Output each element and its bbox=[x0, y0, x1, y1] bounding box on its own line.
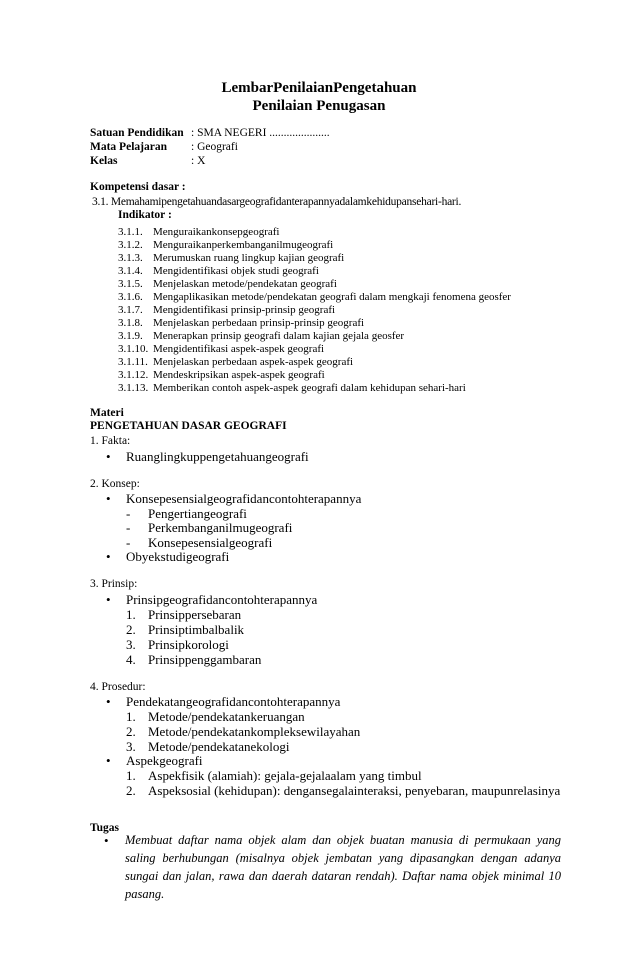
subitem-text: Pengertiangeografi bbox=[148, 506, 247, 521]
indikator-text: Mengidentifikasi objek studi geografi bbox=[153, 265, 319, 277]
indikator-text: Menjelaskan perbedaan prinsip-prinsip geografi bbox=[153, 317, 365, 329]
tugas-text: Membuat daftar nama objek alam dan objek buatan manusia di permukaan yang saling berhubungan (misalnya objek jembatan yang dipasangkan dengan adanya sungai dan jalan, rawa dan daerah dataran rendah). Daftar nama objek minimal 10 pasang. bbox=[125, 833, 561, 901]
indikator-number: 3.1.11. bbox=[118, 356, 148, 368]
bullet-icon: • bbox=[106, 592, 111, 607]
subitem-text: Prinsippenggambaran bbox=[148, 652, 262, 667]
bullet-icon: • bbox=[106, 449, 111, 464]
kompetensi-label: Kompetensi dasar : bbox=[90, 181, 186, 193]
indikator-text: Mengaplikasikan metode/pendekatan geografi dalam mengkaji fenomena geosfer bbox=[153, 291, 511, 303]
indikator-list bbox=[118, 226, 511, 395]
indikator-number: 3.1.4. bbox=[118, 265, 143, 277]
indikator-text: Menjelaskan perbedaan aspek-aspek geografi bbox=[153, 356, 354, 368]
indikator-item bbox=[118, 226, 511, 239]
indikator-number: 3.1.9. bbox=[118, 330, 143, 342]
prinsip-label: 3. Prinsip: bbox=[90, 578, 138, 590]
prosedur-bullet bbox=[106, 753, 203, 769]
identity-value: : Geografi bbox=[191, 141, 238, 153]
kompetensi-text: 3.1. Memahamipengetahuandasargeografidanterapannyadalamkehidupansehari-hari. bbox=[92, 196, 462, 208]
number-marker: 2. bbox=[126, 622, 136, 637]
indikator-item bbox=[118, 330, 511, 343]
prosedur-subitem bbox=[126, 724, 360, 740]
indikator-number: 3.1.7. bbox=[118, 304, 143, 316]
indikator-item bbox=[118, 239, 511, 252]
indikator-item bbox=[118, 343, 511, 356]
bullet-text: Pendekatangeografidancontohterapannya bbox=[126, 694, 341, 709]
number-marker: 1. bbox=[126, 709, 136, 724]
indikator-item bbox=[118, 265, 511, 278]
identity-row-mapel bbox=[90, 140, 238, 154]
konsep-bullet bbox=[106, 491, 361, 507]
konsep-bullet bbox=[106, 549, 229, 565]
materi-label: Materi bbox=[90, 407, 124, 419]
bullet-text: Obyekstudigeografi bbox=[126, 549, 230, 564]
indikator-text: Mengidentifikasi prinsip-prinsip geografi bbox=[153, 304, 336, 316]
bullet-text: Konsepesensialgeografidancontohterapannya bbox=[126, 491, 362, 506]
indikator-item bbox=[118, 356, 511, 369]
subitem-text: Aspekfisik (alamiah): gejala-gejalaalam yang timbul bbox=[148, 768, 422, 783]
prosedur-bullet bbox=[106, 694, 340, 710]
identity-label: Mata Pelajaran bbox=[90, 141, 167, 153]
dash-marker: - bbox=[126, 506, 131, 521]
identity-row-satuan bbox=[90, 126, 330, 140]
indikator-text: Menguraikankonsepgeografi bbox=[153, 226, 280, 238]
indikator-item bbox=[118, 252, 511, 265]
dash-marker: - bbox=[126, 535, 131, 550]
indikator-item bbox=[118, 382, 511, 395]
number-marker: 3. bbox=[126, 637, 136, 652]
subitem-text: Metode/pendekatankompleksewilayahan bbox=[148, 724, 361, 739]
prinsip-subitem bbox=[126, 652, 261, 668]
prosedur-subitem bbox=[126, 709, 305, 725]
identity-label: Satuan Pendidikan bbox=[90, 127, 184, 139]
number-marker: 2. bbox=[126, 724, 136, 739]
subitem-text: Metode/pendekatankeruangan bbox=[148, 709, 305, 724]
konsep-subitem bbox=[126, 520, 292, 536]
indikator-number: 3.1.12. bbox=[118, 369, 149, 381]
document-subtitle: Penilaian Penugasan bbox=[252, 98, 386, 114]
bullet-text: Aspekgeografi bbox=[126, 753, 203, 768]
bullet-icon: • bbox=[106, 491, 111, 506]
indikator-text: Mengidentifikasi aspek-aspek geografi bbox=[153, 343, 325, 355]
prinsip-bullet bbox=[106, 592, 317, 608]
indikator-item bbox=[118, 278, 511, 291]
prinsip-subitem bbox=[126, 622, 244, 638]
bullet-icon: • bbox=[106, 694, 111, 709]
identity-label: Kelas bbox=[90, 155, 118, 167]
indikator-item bbox=[118, 317, 511, 330]
subitem-text: Perkembanganilmugeografi bbox=[148, 520, 293, 535]
tugas-label: Tugas bbox=[90, 822, 119, 834]
number-marker: 4. bbox=[126, 652, 136, 667]
indikator-number: 3.1.10. bbox=[118, 343, 149, 355]
indikator-text: Menguraikanperkembanganilmugeografi bbox=[153, 239, 334, 251]
indikator-number: 3.1.3. bbox=[118, 252, 143, 264]
number-marker: 1. bbox=[126, 768, 136, 783]
indikator-text: Mendeskripsikan aspek-aspek geografi bbox=[153, 369, 325, 381]
number-marker: 1. bbox=[126, 607, 136, 622]
indikator-item bbox=[118, 291, 511, 304]
subitem-text: Metode/pendekatanekologi bbox=[148, 739, 290, 754]
prosedur-subitem bbox=[126, 783, 560, 799]
fakta-label: 1. Fakta: bbox=[90, 435, 131, 447]
indikator-number: 3.1.2. bbox=[118, 239, 143, 251]
bullet-icon: • bbox=[106, 549, 111, 564]
subitem-text: Prinsippersebaran bbox=[148, 607, 242, 622]
subitem-text: Aspeksosial (kehidupan): dengansegalainteraksi, penyebaran, maupunrelasinya bbox=[148, 783, 561, 798]
fakta-bullet bbox=[106, 449, 309, 465]
bullet-text: Prinsipgeografidancontohterapannya bbox=[126, 592, 318, 607]
identity-value: : SMA NEGERI ..................... bbox=[191, 127, 330, 139]
identity-row-kelas bbox=[90, 154, 205, 168]
indikator-text: Menerapkan prinsip geografi dalam kajian gejala geosfer bbox=[153, 330, 405, 342]
indikator-number: 3.1.13. bbox=[118, 382, 149, 394]
subitem-text: Prinsiptimbalbalik bbox=[148, 622, 245, 637]
konsep-label: 2. Konsep: bbox=[90, 478, 140, 490]
subitem-text: Konsepesensialgeografi bbox=[148, 535, 273, 550]
prinsip-subitem bbox=[126, 607, 241, 623]
prinsip-subitem bbox=[126, 637, 229, 653]
indikator-text: Memberikan contoh aspek-aspek geografi dalam kehidupan sehari-hari bbox=[153, 382, 466, 394]
bullet-icon: • bbox=[106, 753, 111, 768]
bullet-icon: • bbox=[104, 833, 109, 848]
prosedur-subitem bbox=[126, 768, 422, 784]
indikator-number: 3.1.1. bbox=[118, 226, 143, 238]
number-marker: 3. bbox=[126, 739, 136, 754]
indikator-text: Merumuskan ruang lingkup kajian geografi bbox=[153, 252, 345, 264]
subitem-text: Prinsipkorologi bbox=[148, 637, 229, 652]
indikator-number: 3.1.6. bbox=[118, 291, 143, 303]
bullet-text: Ruanglingkuppengetahuangeografi bbox=[126, 449, 309, 464]
materi-heading: PENGETAHUAN DASAR GEOGRAFI bbox=[90, 420, 287, 432]
number-marker: 2. bbox=[126, 783, 136, 798]
dash-marker: - bbox=[126, 520, 131, 535]
indikator-label: Indikator : bbox=[118, 209, 172, 221]
indikator-number: 3.1.5. bbox=[118, 278, 143, 290]
prosedur-label: 4. Prosedur: bbox=[90, 681, 146, 693]
indikator-number: 3.1.8. bbox=[118, 317, 143, 329]
indikator-text: Menjelaskan metode/pendekatan geografi bbox=[153, 278, 337, 290]
identity-value: : X bbox=[191, 155, 206, 167]
document-title: LembarPenilaianPengetahuan bbox=[221, 80, 417, 96]
indikator-item bbox=[118, 304, 511, 317]
indikator-item bbox=[118, 369, 511, 382]
